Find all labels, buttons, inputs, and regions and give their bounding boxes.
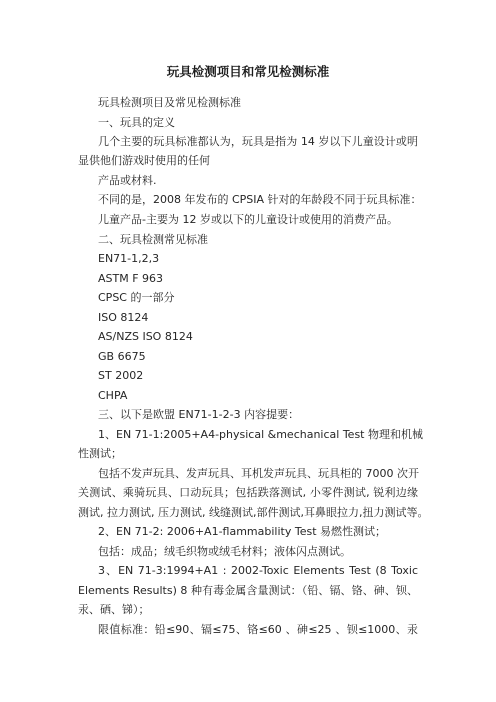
paragraph-line: 3、EN 71-3:1994+A1 : 2002-Toxic Elements Test (8 Toxic	[98, 564, 418, 577]
standard-item: GB 6675	[98, 350, 146, 363]
standard-item: ASTM F 963	[98, 272, 164, 285]
paragraph-line: 包括不发声玩具、发声玩具、耳机发声玩具、玩具柜的 7000 次开	[98, 467, 419, 480]
paragraph-line: 不同的是，2008 年发布的 CPSIA 针对的年龄段不同于玩具标准：	[98, 193, 422, 206]
paragraph-line: 玩具检测项目及常见检测标准	[98, 96, 241, 109]
paragraph-line: 包括：成品；绒毛织物或绒毛材料；液体闪点测试。	[98, 545, 351, 558]
paragraph-line: 汞、硒、锑）；	[78, 603, 150, 616]
standard-item: ST 2002	[98, 369, 144, 382]
paragraph-line: 性测试；	[78, 447, 122, 460]
document-title: 玩具检测项目和常见检测标准	[166, 64, 330, 79]
standard-item: ISO 8124	[98, 311, 149, 324]
paragraph-line: 产品或材料.	[98, 174, 157, 187]
section-heading: 一、玩具的定义	[98, 116, 175, 129]
standard-item: CHPA	[98, 389, 128, 402]
paragraph-line: 1、EN 71-1:2005+A4-physical &mechanical Test 物理和机械	[98, 428, 423, 441]
paragraph-line: 几个主要的玩具标准都认为，玩具是指为 14 岁以下儿童设计或明	[98, 135, 418, 148]
paragraph-line: 儿童产品-主要为 12 岁或以下的儿童设计或使用的消费产品。	[98, 213, 398, 226]
standard-item: AS/NZS ISO 8124	[98, 330, 193, 343]
paragraph-line: 测试, 拉力测试, 压力测试, 线缝测试,部件测试,耳鼻眼拉力,扭力测试等。	[78, 506, 429, 519]
section-heading: 三、以下是欧盟 EN71-1-2-3 内容提要：	[98, 408, 300, 421]
paragraph-line: 关测试、乘骑玩具、口动玩具；包括跌落测试, 小零件测试, 锐利边缘	[78, 486, 418, 499]
paragraph-line: Elements Results) 8 种有毒金属含量测试：（铅、镉、铬、砷、钡、	[78, 584, 418, 597]
paragraph-line: 2、EN 71-2: 2006+A1-flammability Test 易燃性测试；	[98, 525, 387, 538]
paragraph-line: 显供他们游戏时使用的任何	[78, 154, 210, 167]
standard-item: EN71-1,2,3	[98, 252, 160, 265]
section-heading: 二、玩具检测常见标准	[98, 233, 208, 246]
standard-item: CPSC 的一部分	[98, 291, 175, 304]
paragraph-line: 限值标准：铅≤90、镉≤75、铬≤60 、砷≤25 、钡≤1000、汞	[98, 623, 418, 636]
